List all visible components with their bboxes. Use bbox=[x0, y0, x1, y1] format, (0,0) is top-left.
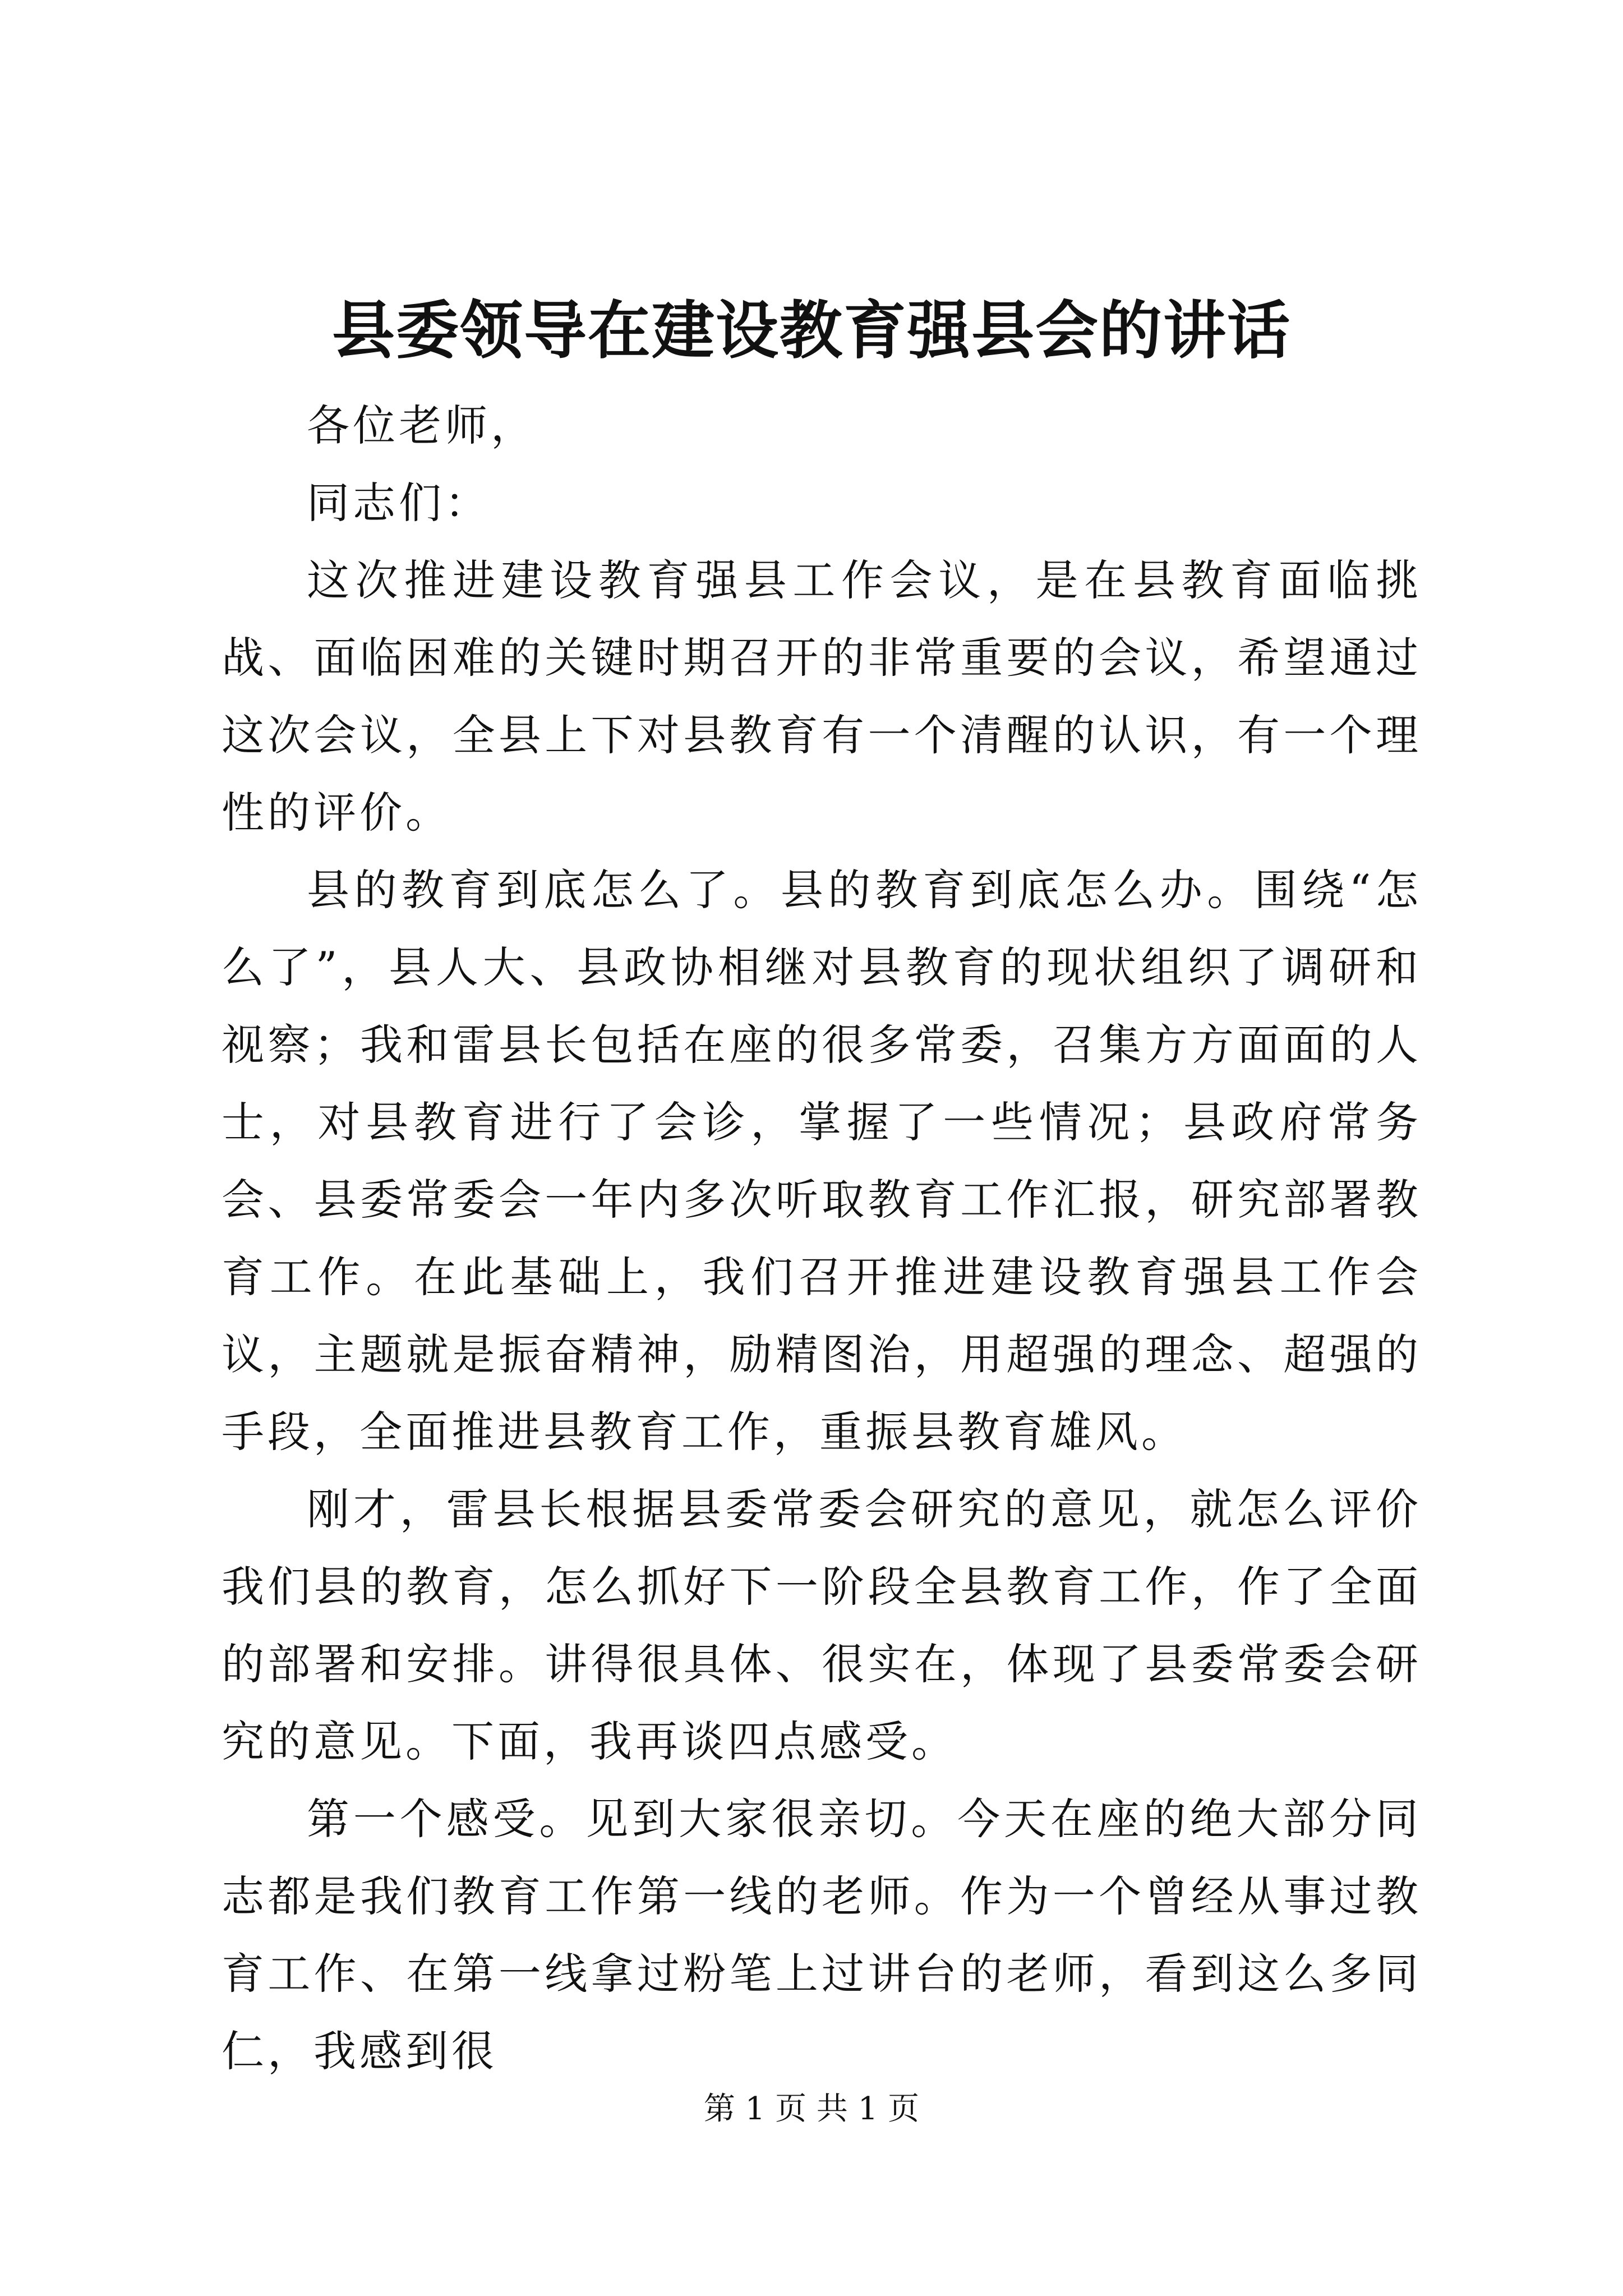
document-title: 县委领导在建设教育强县会的讲话 bbox=[332, 294, 1291, 367]
body-paragraph: 刚才，雷县长根据县委常委会研究的意见，就怎么评价我们县的教育，怎么抓好下一阶段全县教育工作，作了全面的部署和安排。讲得很具体、很实在，体现了县委常委会研究的意见。下面，我再谈四点感受。 bbox=[222, 1484, 1422, 1766]
body-paragraph: 县的教育到底怎么了。县的教育到底怎么办。围绕“怎么了”，县人大、县政协相继对县教育的现状组织了调研和视察；我和雷县长包括在座的很多常委，召集方方面面的人士，对县教育进行了会诊，掌握了一些情况；县政府常务会、县委常委会一年内多次听取教育工作汇报，研究部署教育工作。在此基础上，我们召开推进建设教育强县工作会议，主题就是振奋精神，励精图治，用超强的理念、超强的手段，全面推进县教育工作，重振县教育雄风。 bbox=[222, 865, 1422, 1457]
document-body bbox=[222, 387, 1422, 2090]
body-paragraph: 第一个感受。见到大家很亲切。今天在座的绝大部分同志都是我们教育工作第一线的老师。作为一个曾经从事过教育工作、在第一线拿过粉笔上过讲台的老师，看到这么多同仁，我感到很 bbox=[222, 1794, 1422, 2076]
salutation-line-1: 各位老师， bbox=[307, 401, 537, 450]
body-paragraph: 这次推进建设教育强县工作会议，是在县教育面临挑战、面临困难的关键时期召开的非常重要的会议，希望通过这次会议，全县上下对县教育有一个清醒的认识，有一个理性的评价。 bbox=[222, 555, 1422, 838]
page-number-footer: 第 1 页 共 1 页 bbox=[703, 2091, 920, 2127]
salutation-line-2: 同志们： bbox=[307, 478, 491, 528]
